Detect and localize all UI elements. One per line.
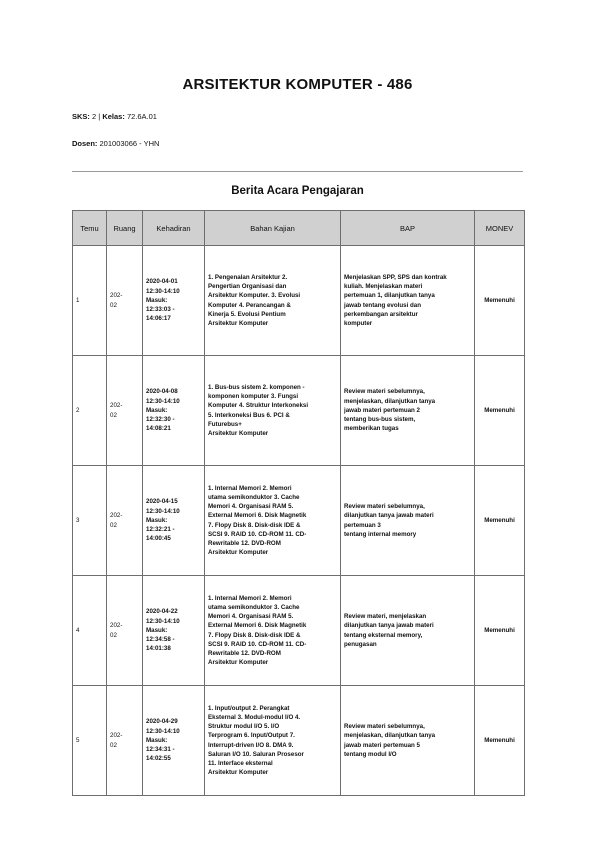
bap-text: Review materi sebelumnya, menjelaskan, dilanjutkan tanya jawab materi pertemuan 2 tentang bus-bus sistem, memberikan tugas	[344, 388, 436, 433]
cell-ruang	[107, 466, 143, 576]
material-text: 1. Pengenalan Arsitektur 2. Pengertian Organisasi dan Arsitektur Komputer. 3. Evolusi Komputer 4. Perancangan & Kinerja 5. Evolusi Pentium Arsitektur Komputer	[208, 273, 301, 327]
cell-bap	[341, 356, 475, 466]
cell-ruang	[107, 686, 143, 796]
cell-monev: Memenuhi	[475, 686, 525, 796]
cell-bahan-kajian	[205, 246, 341, 356]
sks-value: 2	[92, 112, 97, 121]
divider	[72, 171, 523, 172]
cell-bahan-kajian	[205, 576, 341, 686]
bap-text: Review materi sebelumnya, menjelaskan, dilanjutkan tanya jawab materi pertemuan 5 tentang modul I/O	[344, 723, 436, 758]
attendance-text: 2020-04-15 12:30-14:10 Masuk: 12:32:21 - 14:00:45	[146, 498, 180, 543]
attendance-text: 2020-04-08 12:30-14:10 Masuk: 12:32:30 - 14:08:21	[146, 388, 180, 433]
col-header-monev: MONEV	[475, 211, 525, 246]
cell-kehadiran	[143, 466, 205, 576]
col-header-kehadiran: Kehadiran	[143, 211, 205, 246]
cell-kehadiran	[143, 246, 205, 356]
attendance-text: 2020-04-01 12:30-14:10 Masuk: 12:33:03 - 14:06:17	[146, 278, 180, 323]
cell-bap	[341, 576, 475, 686]
cell-ruang	[107, 246, 143, 356]
table-row	[73, 466, 525, 576]
cell-kehadiran	[143, 686, 205, 796]
bap-text: Review materi sebelumnya, dilanjutkan tanya jawab materi pertemuan 3 tentang internal memory	[344, 503, 434, 538]
room-text: 202- 02	[110, 622, 123, 639]
cell-kehadiran	[143, 576, 205, 686]
cell-temu: 5	[73, 686, 107, 796]
room-text: 202- 02	[110, 292, 123, 309]
table-header-row	[73, 211, 525, 246]
col-header-ruang: Ruang	[107, 211, 143, 246]
cell-monev: Memenuhi	[475, 466, 525, 576]
cell-temu: 1	[73, 246, 107, 356]
cell-monev: Memenuhi	[475, 576, 525, 686]
room-text: 202- 02	[110, 402, 123, 419]
cell-bahan-kajian	[205, 686, 341, 796]
sks-label: SKS:	[72, 112, 90, 121]
attendance-text: 2020-04-22 12:30-14:10 Masuk: 12:34:58 - 14:01:38	[146, 608, 180, 653]
cell-temu: 2	[73, 356, 107, 466]
col-header-temu: Temu	[73, 211, 107, 246]
cell-kehadiran	[143, 356, 205, 466]
lecturer-meta	[72, 139, 159, 148]
cell-bap	[341, 466, 475, 576]
material-text: 1. Input/output 2. Perangkat Eksternal 3. Modul-modul I/O 4. Struktur modul I/O 5. I/O Terprogram 6. Input/Output 7. Interrupt-driven I/O 8. DMA 9. Saluran I/O 10. Saluran Prosesor 11. Interface eksternal Arsitektur Komputer	[208, 704, 304, 777]
material-text: 1. Internal Memori 2. Memori utama semikonduktor 3. Cache Memori 4. Organisasi RAM 5. External Memori 6. Disk Magnetik 7. Flopy Disk 8. Disk-disk IDE & SCSI 9. RAID 10. CD-ROM 11. CD- Rewritable 12. DVD-ROM Arsitektur Komputer	[208, 484, 307, 557]
cell-bap	[341, 686, 475, 796]
material-text: 1. Internal Memori 2. Memori utama semikonduktor 3. Cache Memori 4. Organisasi RAM 5. External Memori 6. Disk Magnetik 7. Flopy Disk 8. Disk-disk IDE & SCSI 9. RAID 10. CD-ROM 11. CD- Rewritable 12. DVD-ROM Arsitektur Komputer	[208, 594, 307, 667]
cell-monev: Memenuhi	[475, 246, 525, 356]
cell-temu: 4	[73, 576, 107, 686]
teaching-report-table	[72, 210, 525, 796]
table-row	[73, 576, 525, 686]
material-text: 1. Bus-bus sistem 2. komponen - komponen komputer 3. Fungsi Komputer 4. Struktur Interkoneksi 5. Interkoneksi Bus 6. PCI & Futurebus+ Arsitektur Komputer	[208, 383, 309, 437]
section-title: Berita Acara Pengajaran	[231, 185, 364, 197]
col-header-bahan-kajian: Bahan Kajian	[205, 211, 341, 246]
meta-separator: |	[98, 112, 101, 121]
cell-bahan-kajian	[205, 466, 341, 576]
cell-bap	[341, 246, 475, 356]
cell-temu: 3	[73, 466, 107, 576]
page-title: ARSITEKTUR KOMPUTER - 486	[182, 76, 413, 93]
cell-monev: Memenuhi	[475, 356, 525, 466]
room-text: 202- 02	[110, 512, 123, 529]
cell-ruang	[107, 356, 143, 466]
cell-ruang	[107, 576, 143, 686]
table-row	[73, 246, 525, 356]
kelas-value: 72.6A.01	[126, 112, 157, 121]
bap-text: Review materi, menjelaskan dilanjutkan tanya jawab materi tentang eksternal memory, penugasan	[344, 613, 434, 648]
table-row	[73, 686, 525, 796]
room-text: 202- 02	[110, 732, 123, 749]
dosen-label: Dosen:	[72, 139, 98, 148]
kelas-label: Kelas:	[102, 112, 125, 121]
cell-bahan-kajian	[205, 356, 341, 466]
course-meta	[72, 112, 157, 121]
table-row	[73, 356, 525, 466]
attendance-text: 2020-04-29 12:30-14:10 Masuk: 12:34:31 - 14:02:55	[146, 718, 180, 763]
dosen-value: 201003066 - YHN	[99, 139, 160, 148]
col-header-bap: BAP	[341, 211, 475, 246]
bap-text: Menjelaskan SPP, SPS dan kontrak kuliah. Menjelaskan materi pertemuan 1, dilanjutkan tanya jawab tentang evolusi dan perkembangan arsitektur komputer	[344, 273, 447, 327]
